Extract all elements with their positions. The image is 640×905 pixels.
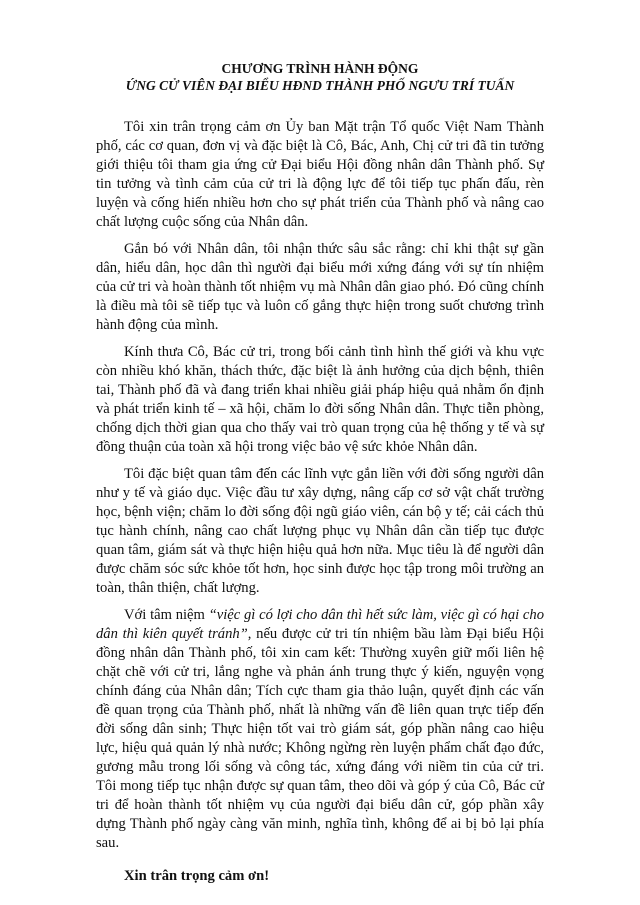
- commitment-lead: Với tâm niệm: [124, 607, 209, 623]
- document-title: CHƯƠNG TRÌNH HÀNH ĐỘNG: [221, 61, 419, 76]
- paragraph-gratitude: Tôi xin trân trọng cảm ơn Ủy ban Mặt trận Tổ quốc Việt Nam Thành phố, các cơ quan, đơn vị và đặc biệt là Cô, Bác, Anh, Chị cử tri đã tin tưởng giới thiệu tôi tham gia ứng cử Đại biểu Hội đồng nhân dân Thành phố. Sự tin tưởng và tình cảm của cử tri là động lực để tôi tiếp tục phấn đấu, rèn luyện và cống hiến nhiều hơn cho sự phát triển của Thành phố và nâng cao chất lượng cuộc sống của Nhân dân.: [96, 119, 544, 230]
- paragraph-closeness-to-people: Gắn bó với Nhân dân, tôi nhận thức sâu sắc rằng: chỉ khi thật sự gần dân, hiểu dân, học dân thì người đại biểu mới xứng đáng với sự tín nhiệm của cử tri và hoàn thành tốt nhiệm vụ mà Nhân dân giao phó. Đó cũng chính là điều mà tôi sẽ tiếp tục và luôn cố gắng thực hiện trong suốt chương trình hành động của mình.: [96, 241, 544, 333]
- document-subtitle: ỨNG CỬ VIÊN ĐẠI BIỂU HĐND THÀNH PHỐ NGƯU TRÍ TUẤN: [125, 78, 515, 93]
- paragraph-commitment: [96, 606, 544, 853]
- paragraph-health-education: Tôi đặc biệt quan tâm đến các lĩnh vực gắn liền với đời sống người dân như y tế và giáo dục. Việc đầu tư xây dựng, nâng cấp cơ sở vật chất trường học, bệnh viện; chăm lo đời sống đội ngũ giáo viên, cán bộ y tế; cải cách thủ tục hành chính, nâng cao chất lượng phục vụ Nhân dân cần tiếp tục được quan tâm, giám sát và thực hiện hiệu quả hơn nữa. Mục tiêu là để người dân được chăm sóc sức khỏe tốt hơn, học sinh được học tập trong môi trường an toàn, thân thiện, chất lượng.: [96, 466, 544, 596]
- closing-thanks: Xin trân trọng cảm ơn!: [124, 868, 270, 884]
- commitment-body: , nếu được cử tri tín nhiệm bầu làm Đại biểu Hội đồng nhân dân Thành phố, tôi xin cam kết: Thường xuyên giữ mối liên hệ chặt chẽ với cử tri, lắng nghe và phản ánh trung thực ý kiến, nguyện vọng chính đáng của Nhân dân; Tích cực tham gia thảo luận, quyết định các vấn đề quan trọng của Thành phố, nhất là những vấn đề liên quan trực tiếp đến đời sống dân sinh; Thực hiện tốt vai trò giám sát, góp phần nâng cao hiệu lực, hiệu quả quản lý nhà nước; Không ngừng rèn luyện phẩm chất đạo đức, gương mẫu trong lối sống và công tác, xứng đáng với niềm tin của cử tri. Tôi mong tiếp tục nhận được sự quan tâm, theo dõi và góp ý của Cô, Bác cử tri để hoàn thành tốt nhiệm vụ của người đại biểu dân cử, góp phần xây dựng Thành phố ngày càng văn minh, nghĩa tình, không để ai bị bỏ lại phía sau.: [96, 626, 544, 851]
- paragraph-context: Kính thưa Cô, Bác cử tri, trong bối cảnh tình hình thế giới và khu vực còn nhiều khó khăn, thách thức, đặc biệt là ảnh hưởng của dịch bệnh, thiên tai, Thành phố đã và đang triển khai nhiều giải pháp hiệu quả nhằm ổn định và phát triển kinh tế – xã hội, chăm lo đời sống Nhân dân. Thực tiễn phòng, chống dịch thời gian qua cho thấy vai trò quan trọng của hệ thống y tế và sự đồng thuận của toàn xã hội trong việc bảo vệ sức khỏe Nhân dân.: [96, 344, 544, 455]
- commitment-quote: “việc gì có lợi cho dân thì hết sức làm, việc gì có hại cho dân thì kiên quyết tránh”: [96, 607, 544, 642]
